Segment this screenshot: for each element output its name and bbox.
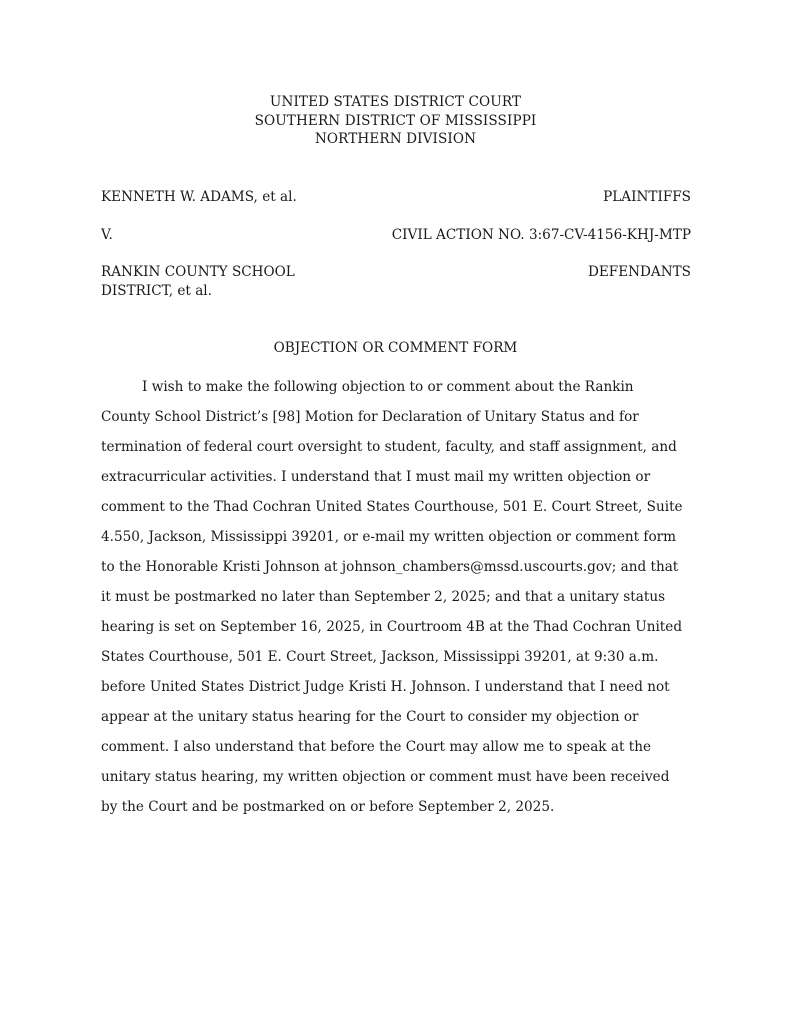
- paragraph-line: comment to the Thad Cochran United States Courthouse, 501 E. Court Street, Suite: [101, 499, 683, 515]
- versus-label: V.: [101, 227, 113, 243]
- district-name: SOUTHERN DISTRICT OF MISSISSIPPI: [254, 112, 537, 129]
- paragraph-line: by the Court and be postmarked on or before September 2, 2025.: [101, 799, 555, 815]
- paragraph-line: hearing is set on September 16, 2025, in Courtroom 4B at the Thad Cochran United: [101, 619, 683, 635]
- paragraph-line: extracurricular activities. I understand that I must mail my written objection or: [101, 469, 651, 485]
- paragraph-line: appear at the unitary status hearing for the Court to consider my objection or: [101, 709, 639, 725]
- paragraph-line: comment. I also understand that before the Court may allow me to speak at the: [101, 739, 652, 755]
- court-name: UNITED STATES DISTRICT COURT: [269, 94, 522, 110]
- paragraph-line: to the Honorable Kristi Johnson at johnson_chambers@mssd.uscourts.gov; and that: [101, 559, 679, 575]
- paragraph-line: States Courthouse, 501 E. Court Street, Jackson, Mississippi 39201, at 9:30 a.m.: [101, 649, 659, 665]
- court-header: [0, 93, 791, 149]
- paragraph-line: before United States District Judge Kristi H. Johnson. I understand that I need not: [101, 679, 670, 695]
- objection-paragraph: [101, 372, 695, 822]
- paragraph-line: County School District’s [98] Motion for Declaration of Unitary Status and for: [101, 409, 639, 425]
- paragraph-line: I wish to make the following objection to or comment about the Rankin: [142, 379, 634, 395]
- paragraph-line: unitary status hearing, my written objection or comment must have been received: [101, 769, 670, 785]
- defendant-name: RANKIN COUNTY SCHOOL DISTRICT, et al.: [101, 264, 295, 299]
- civil-action-number: CIVIL ACTION NO. 3:67-CV-4156-KHJ-MTP: [391, 227, 691, 243]
- plaintiff-name: KENNETH W. ADAMS, et al.: [101, 189, 297, 205]
- form-title: OBJECTION OR COMMENT FORM: [273, 340, 518, 356]
- plaintiff-role: PLAINTIFFS: [603, 189, 691, 205]
- paragraph-line: termination of federal court oversight to student, faculty, and staff assignment, and: [101, 439, 677, 455]
- defendant-role: DEFENDANTS: [587, 264, 691, 280]
- paragraph-line: 4.550, Jackson, Mississippi 39201, or e-mail my written objection or comment form: [101, 529, 677, 545]
- division-name: NORTHERN DIVISION: [314, 131, 477, 147]
- paragraph-line: it must be postmarked no later than September 2, 2025; and that a unitary status: [101, 589, 666, 605]
